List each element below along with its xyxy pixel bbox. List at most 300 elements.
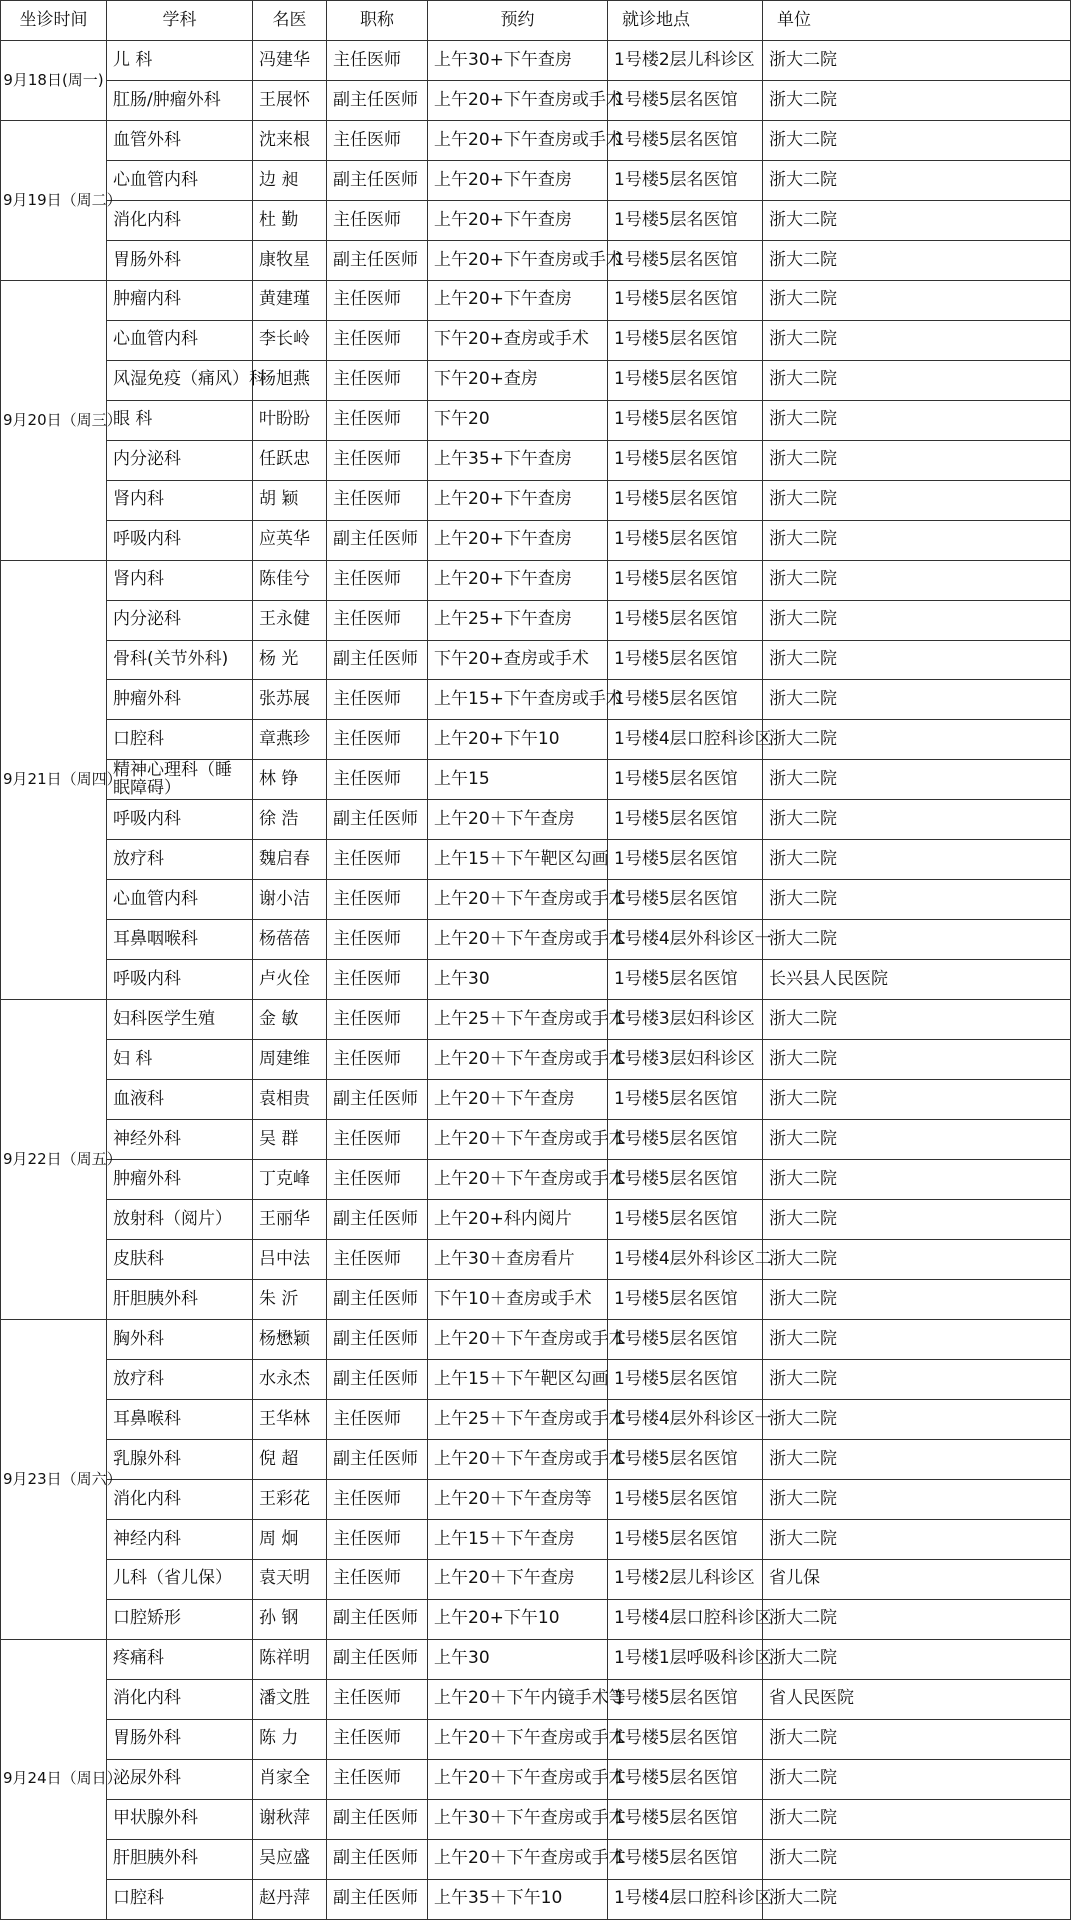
department-cell: 胃肠外科 bbox=[107, 1719, 253, 1759]
table-row bbox=[1, 800, 1071, 840]
department-cell: 妇 科 bbox=[107, 1040, 253, 1080]
table-row bbox=[1, 920, 1071, 960]
date-cell: 9月18日(周一) bbox=[1, 40, 107, 120]
title-cell: 主任医师 bbox=[327, 40, 428, 80]
department-cell: 口腔科 bbox=[107, 720, 253, 760]
unit-cell: 浙大二院 bbox=[763, 1839, 1071, 1879]
appointment-cell: 上午20＋下午查房或手术 bbox=[428, 920, 608, 960]
doctor-cell: 杜 勤 bbox=[253, 200, 327, 240]
title-cell: 副主任医师 bbox=[327, 1280, 428, 1320]
header-cell-doctor: 名医 bbox=[253, 1, 327, 41]
title-cell: 主任医师 bbox=[327, 400, 428, 440]
unit-cell: 浙大二院 bbox=[763, 680, 1071, 720]
title-cell: 主任医师 bbox=[327, 360, 428, 400]
appointment-cell: 下午20+查房 bbox=[428, 360, 608, 400]
location-cell: 1号楼3层妇科诊区 bbox=[608, 1000, 763, 1040]
appointment-cell: 上午20+下午查房 bbox=[428, 480, 608, 520]
appointment-cell: 上午25＋下午查房或手术 bbox=[428, 1000, 608, 1040]
table-row bbox=[1, 960, 1071, 1000]
location-cell: 1号楼5层名医馆 bbox=[608, 1439, 763, 1479]
doctor-cell: 王展怀 bbox=[253, 80, 327, 120]
department-cell: 心血管内科 bbox=[107, 880, 253, 920]
title-cell: 主任医师 bbox=[327, 1040, 428, 1080]
appointment-cell: 上午20＋下午查房或手术 bbox=[428, 1040, 608, 1080]
appointment-cell: 上午20+下午10 bbox=[428, 1599, 608, 1639]
header-cell-location: 就诊地点 bbox=[608, 1, 763, 41]
title-cell: 副主任医师 bbox=[327, 1839, 428, 1879]
title-cell: 主任医师 bbox=[327, 840, 428, 880]
location-cell: 1号楼5层名医馆 bbox=[608, 880, 763, 920]
table-row bbox=[1, 240, 1071, 280]
header-cell-title: 职称 bbox=[327, 1, 428, 41]
unit-cell: 浙大二院 bbox=[763, 160, 1071, 200]
title-cell: 副主任医师 bbox=[327, 1599, 428, 1639]
table-row bbox=[1, 1000, 1071, 1040]
department-cell: 肿瘤外科 bbox=[107, 1160, 253, 1200]
title-cell: 副主任医师 bbox=[327, 1319, 428, 1359]
location-cell: 1号楼5层名医馆 bbox=[608, 760, 763, 800]
table-row bbox=[1, 1519, 1071, 1559]
department-cell: 肝胆胰外科 bbox=[107, 1839, 253, 1879]
unit-cell: 浙大二院 bbox=[763, 1359, 1071, 1399]
department-cell: 儿科（省儿保） bbox=[107, 1559, 253, 1599]
appointment-cell: 上午25+下午查房 bbox=[428, 600, 608, 640]
unit-cell: 浙大二院 bbox=[763, 40, 1071, 80]
unit-cell: 浙大二院 bbox=[763, 1639, 1071, 1679]
header-cell-appointment: 预约 bbox=[428, 1, 608, 41]
title-cell: 主任医师 bbox=[327, 600, 428, 640]
appointment-cell: 上午20＋下午查房 bbox=[428, 1559, 608, 1599]
title-cell: 主任医师 bbox=[327, 320, 428, 360]
date-cell: 9月23日（周六） bbox=[1, 1319, 107, 1639]
title-cell: 副主任医师 bbox=[327, 1439, 428, 1479]
department-cell: 放疗科 bbox=[107, 1359, 253, 1399]
unit-cell: 浙大二院 bbox=[763, 1519, 1071, 1559]
title-cell: 副主任医师 bbox=[327, 160, 428, 200]
unit-cell: 浙大二院 bbox=[763, 760, 1071, 800]
doctor-cell: 王华林 bbox=[253, 1399, 327, 1439]
doctor-cell: 杨懋颖 bbox=[253, 1319, 327, 1359]
department-cell: 神经外科 bbox=[107, 1120, 253, 1160]
department-cell: 血管外科 bbox=[107, 120, 253, 160]
table-row bbox=[1, 880, 1071, 920]
doctor-cell: 冯建华 bbox=[253, 40, 327, 80]
title-cell: 副主任医师 bbox=[327, 800, 428, 840]
appointment-cell: 上午25＋下午查房或手术 bbox=[428, 1399, 608, 1439]
title-cell: 主任医师 bbox=[327, 1399, 428, 1439]
unit-cell: 浙大二院 bbox=[763, 480, 1071, 520]
appointment-cell: 上午20＋下午查房或手术 bbox=[428, 1120, 608, 1160]
table-row bbox=[1, 1040, 1071, 1080]
title-cell: 主任医师 bbox=[327, 880, 428, 920]
title-cell: 副主任医师 bbox=[327, 1639, 428, 1679]
appointment-cell: 上午20＋下午查房或手术 bbox=[428, 1839, 608, 1879]
doctor-cell: 肖家全 bbox=[253, 1759, 327, 1799]
appointment-cell: 上午20＋下午查房或手术 bbox=[428, 1719, 608, 1759]
location-cell: 1号楼5层名医馆 bbox=[608, 1719, 763, 1759]
department-cell: 肿瘤内科 bbox=[107, 280, 253, 320]
unit-cell: 浙大二院 bbox=[763, 1319, 1071, 1359]
appointment-cell: 下午20 bbox=[428, 400, 608, 440]
title-cell: 副主任医师 bbox=[327, 1799, 428, 1839]
table-row bbox=[1, 40, 1071, 80]
appointment-cell: 上午30+下午查房 bbox=[428, 40, 608, 80]
department-cell: 放射科（阅片） bbox=[107, 1200, 253, 1240]
location-cell: 1号楼5层名医馆 bbox=[608, 1519, 763, 1559]
doctor-cell: 章燕珍 bbox=[253, 720, 327, 760]
unit-cell: 浙大二院 bbox=[763, 920, 1071, 960]
doctor-cell: 朱 沂 bbox=[253, 1280, 327, 1320]
appointment-cell: 上午20+下午查房或手术 bbox=[428, 240, 608, 280]
department-cell: 儿 科 bbox=[107, 40, 253, 80]
doctor-cell: 周建维 bbox=[253, 1040, 327, 1080]
department-cell: 呼吸内科 bbox=[107, 520, 253, 560]
doctor-cell: 周 炯 bbox=[253, 1519, 327, 1559]
date-cell: 9月19日（周二） bbox=[1, 120, 107, 280]
title-cell: 主任医师 bbox=[327, 1240, 428, 1280]
location-cell: 1号楼5层名医馆 bbox=[608, 1200, 763, 1240]
department-cell: 口腔矫形 bbox=[107, 1599, 253, 1639]
location-cell: 1号楼4层外科诊区一 bbox=[608, 920, 763, 960]
department-cell: 眼 科 bbox=[107, 400, 253, 440]
location-cell: 1号楼5层名医馆 bbox=[608, 480, 763, 520]
header-cell-unit: 单位 bbox=[763, 1, 1071, 41]
title-cell: 副主任医师 bbox=[327, 640, 428, 680]
department-cell: 消化内科 bbox=[107, 1679, 253, 1719]
unit-cell: 浙大二院 bbox=[763, 1399, 1071, 1439]
unit-cell: 浙大二院 bbox=[763, 360, 1071, 400]
appointment-cell: 上午20＋下午查房 bbox=[428, 1080, 608, 1120]
unit-cell: 浙大二院 bbox=[763, 1160, 1071, 1200]
table-row bbox=[1, 1799, 1071, 1839]
doctor-cell: 孙 钢 bbox=[253, 1599, 327, 1639]
title-cell: 主任医师 bbox=[327, 760, 428, 800]
table-row bbox=[1, 1599, 1071, 1639]
doctor-cell: 沈来根 bbox=[253, 120, 327, 160]
appointment-cell: 上午20＋下午查房或手术 bbox=[428, 1319, 608, 1359]
table-row bbox=[1, 1439, 1071, 1479]
department-cell: 骨科(关节外科) bbox=[107, 640, 253, 680]
title-cell: 主任医师 bbox=[327, 480, 428, 520]
table-row bbox=[1, 760, 1071, 800]
location-cell: 1号楼5层名医馆 bbox=[608, 280, 763, 320]
department-cell: 皮肤科 bbox=[107, 1240, 253, 1280]
unit-cell: 浙大二院 bbox=[763, 1040, 1071, 1080]
location-cell: 1号楼5层名医馆 bbox=[608, 680, 763, 720]
doctor-cell: 杨蓓蓓 bbox=[253, 920, 327, 960]
title-cell: 副主任医师 bbox=[327, 1200, 428, 1240]
unit-cell: 浙大二院 bbox=[763, 1759, 1071, 1799]
title-cell: 副主任医师 bbox=[327, 520, 428, 560]
doctor-cell: 袁相贵 bbox=[253, 1080, 327, 1120]
department-cell: 胃肠外科 bbox=[107, 240, 253, 280]
doctor-cell: 陈佳兮 bbox=[253, 560, 327, 600]
appointment-cell: 上午20＋下午查房或手术 bbox=[428, 1160, 608, 1200]
location-cell: 1号楼4层口腔科诊区 bbox=[608, 720, 763, 760]
appointment-cell: 上午20＋下午内镜手术等 bbox=[428, 1679, 608, 1719]
table-row bbox=[1, 1160, 1071, 1200]
table-row bbox=[1, 520, 1071, 560]
unit-cell: 浙大二院 bbox=[763, 200, 1071, 240]
schedule-body bbox=[1, 40, 1071, 1919]
unit-cell: 浙大二院 bbox=[763, 440, 1071, 480]
doctor-cell: 徐 浩 bbox=[253, 800, 327, 840]
table-row bbox=[1, 560, 1071, 600]
department-cell: 血液科 bbox=[107, 1080, 253, 1120]
appointment-cell: 上午20+下午查房 bbox=[428, 160, 608, 200]
title-cell: 主任医师 bbox=[327, 1559, 428, 1599]
department-cell: 内分泌科 bbox=[107, 440, 253, 480]
title-cell: 副主任医师 bbox=[327, 80, 428, 120]
title-cell: 主任医师 bbox=[327, 920, 428, 960]
appointment-cell: 上午20+下午查房 bbox=[428, 560, 608, 600]
doctor-cell: 吴 群 bbox=[253, 1120, 327, 1160]
unit-cell: 浙大二院 bbox=[763, 120, 1071, 160]
table-row bbox=[1, 1559, 1071, 1599]
unit-cell: 浙大二院 bbox=[763, 1120, 1071, 1160]
department-cell: 风湿免疫（痛风）科 bbox=[107, 360, 253, 400]
title-cell: 主任医师 bbox=[327, 560, 428, 600]
location-cell: 1号楼5层名医馆 bbox=[608, 1479, 763, 1519]
doctor-cell: 王丽华 bbox=[253, 1200, 327, 1240]
location-cell: 1号楼5层名医馆 bbox=[608, 560, 763, 600]
doctor-cell: 陈 力 bbox=[253, 1719, 327, 1759]
appointment-cell: 上午20+下午查房 bbox=[428, 280, 608, 320]
appointment-cell: 上午35＋下午10 bbox=[428, 1879, 608, 1919]
unit-cell: 浙大二院 bbox=[763, 1719, 1071, 1759]
title-cell: 主任医师 bbox=[327, 280, 428, 320]
location-cell: 1号楼5层名医馆 bbox=[608, 1799, 763, 1839]
appointment-cell: 上午15＋下午靶区勾画 bbox=[428, 1359, 608, 1399]
unit-cell: 浙大二院 bbox=[763, 600, 1071, 640]
appointment-cell: 上午20＋下午查房或手术 bbox=[428, 1759, 608, 1799]
department-cell: 消化内科 bbox=[107, 1479, 253, 1519]
doctor-cell: 林 铮 bbox=[253, 760, 327, 800]
appointment-cell: 上午20+下午查房 bbox=[428, 200, 608, 240]
date-cell: 9月24日（周日） bbox=[1, 1639, 107, 1919]
unit-cell: 浙大二院 bbox=[763, 1439, 1071, 1479]
table-row bbox=[1, 480, 1071, 520]
appointment-cell: 上午30 bbox=[428, 960, 608, 1000]
location-cell: 1号楼5层名医馆 bbox=[608, 1759, 763, 1799]
appointment-cell: 上午35+下午查房 bbox=[428, 440, 608, 480]
date-cell: 9月22日（周五） bbox=[1, 1000, 107, 1320]
department-cell: 心血管内科 bbox=[107, 160, 253, 200]
table-row bbox=[1, 1200, 1071, 1240]
table-row bbox=[1, 1679, 1071, 1719]
table-row bbox=[1, 1639, 1071, 1679]
department-cell: 肛肠/肿瘤外科 bbox=[107, 80, 253, 120]
location-cell: 1号楼4层外科诊区一 bbox=[608, 1399, 763, 1439]
department-cell: 放疗科 bbox=[107, 840, 253, 880]
unit-cell: 浙大二院 bbox=[763, 240, 1071, 280]
location-cell: 1号楼5层名医馆 bbox=[608, 640, 763, 680]
appointment-cell: 上午15＋下午靶区勾画 bbox=[428, 840, 608, 880]
unit-cell: 浙大二院 bbox=[763, 280, 1071, 320]
location-cell: 1号楼5层名医馆 bbox=[608, 1280, 763, 1320]
unit-cell: 浙大二院 bbox=[763, 1240, 1071, 1280]
department-cell: 耳鼻咽喉科 bbox=[107, 920, 253, 960]
location-cell: 1号楼5层名医馆 bbox=[608, 240, 763, 280]
appointment-cell: 上午15＋下午查房 bbox=[428, 1519, 608, 1559]
table-row bbox=[1, 1080, 1071, 1120]
table-row bbox=[1, 720, 1071, 760]
table-row bbox=[1, 1399, 1071, 1439]
appointment-cell: 上午20+下午10 bbox=[428, 720, 608, 760]
title-cell: 主任医师 bbox=[327, 960, 428, 1000]
doctor-cell: 水永杰 bbox=[253, 1359, 327, 1399]
department-cell: 呼吸内科 bbox=[107, 960, 253, 1000]
doctor-cell: 王彩花 bbox=[253, 1479, 327, 1519]
unit-cell: 浙大二院 bbox=[763, 320, 1071, 360]
department-cell: 精神心理科（睡眠障碍） bbox=[107, 760, 253, 800]
location-cell: 1号楼4层口腔科诊区 bbox=[608, 1599, 763, 1639]
appointment-cell: 上午20＋下午查房或手术 bbox=[428, 880, 608, 920]
appointment-cell: 上午30 bbox=[428, 1639, 608, 1679]
doctor-cell: 胡 颖 bbox=[253, 480, 327, 520]
location-cell: 1号楼2层儿科诊区 bbox=[608, 40, 763, 80]
unit-cell: 浙大二院 bbox=[763, 520, 1071, 560]
appointment-cell: 下午20+查房或手术 bbox=[428, 320, 608, 360]
location-cell: 1号楼3层妇科诊区 bbox=[608, 1040, 763, 1080]
department-cell: 妇科医学生殖 bbox=[107, 1000, 253, 1040]
unit-cell: 浙大二院 bbox=[763, 400, 1071, 440]
location-cell: 1号楼5层名医馆 bbox=[608, 440, 763, 480]
doctor-cell: 黄建瑾 bbox=[253, 280, 327, 320]
doctor-cell: 袁天明 bbox=[253, 1559, 327, 1599]
table-row bbox=[1, 1120, 1071, 1160]
table-row bbox=[1, 280, 1071, 320]
unit-cell: 浙大二院 bbox=[763, 840, 1071, 880]
department-cell: 口腔科 bbox=[107, 1879, 253, 1919]
location-cell: 1号楼5层名医馆 bbox=[608, 520, 763, 560]
table-row bbox=[1, 80, 1071, 120]
location-cell: 1号楼5层名医馆 bbox=[608, 320, 763, 360]
unit-cell: 浙大二院 bbox=[763, 1080, 1071, 1120]
doctor-cell: 李长岭 bbox=[253, 320, 327, 360]
date-cell: 9月20日（周三） bbox=[1, 280, 107, 560]
doctor-cell: 潘文胜 bbox=[253, 1679, 327, 1719]
title-cell: 主任医师 bbox=[327, 1519, 428, 1559]
department-cell: 甲状腺外科 bbox=[107, 1799, 253, 1839]
table-row bbox=[1, 200, 1071, 240]
appointment-cell: 上午20＋下午查房等 bbox=[428, 1479, 608, 1519]
location-cell: 1号楼5层名医馆 bbox=[608, 400, 763, 440]
department-cell: 神经内科 bbox=[107, 1519, 253, 1559]
location-cell: 1号楼5层名医馆 bbox=[608, 1120, 763, 1160]
header-cell-department: 学科 bbox=[107, 1, 253, 41]
doctor-cell: 杨 光 bbox=[253, 640, 327, 680]
date-cell: 9月21日（周四） bbox=[1, 560, 107, 1000]
table-row bbox=[1, 1839, 1071, 1879]
table-row bbox=[1, 1719, 1071, 1759]
doctor-cell: 魏启春 bbox=[253, 840, 327, 880]
appointment-cell: 上午20+下午查房或手术 bbox=[428, 120, 608, 160]
title-cell: 主任医师 bbox=[327, 1479, 428, 1519]
department-cell: 胸外科 bbox=[107, 1319, 253, 1359]
department-cell: 肾内科 bbox=[107, 480, 253, 520]
table-row bbox=[1, 360, 1071, 400]
unit-cell: 浙大二院 bbox=[763, 1879, 1071, 1919]
location-cell: 1号楼5层名医馆 bbox=[608, 160, 763, 200]
appointment-cell: 上午15+下午查房或手术 bbox=[428, 680, 608, 720]
table-row bbox=[1, 840, 1071, 880]
appointment-cell: 上午20＋下午查房或手术 bbox=[428, 1439, 608, 1479]
location-cell: 1号楼5层名医馆 bbox=[608, 1319, 763, 1359]
table-row bbox=[1, 600, 1071, 640]
department-cell: 消化内科 bbox=[107, 200, 253, 240]
department-cell: 乳腺外科 bbox=[107, 1439, 253, 1479]
unit-cell: 浙大二院 bbox=[763, 1000, 1071, 1040]
appointment-cell: 上午15 bbox=[428, 760, 608, 800]
location-cell: 1号楼5层名医馆 bbox=[608, 960, 763, 1000]
location-cell: 1号楼5层名医馆 bbox=[608, 1160, 763, 1200]
unit-cell: 省人民医院 bbox=[763, 1679, 1071, 1719]
doctor-cell: 边 昶 bbox=[253, 160, 327, 200]
appointment-cell: 上午20+下午查房 bbox=[428, 520, 608, 560]
title-cell: 主任医师 bbox=[327, 440, 428, 480]
table-row bbox=[1, 640, 1071, 680]
location-cell: 1号楼5层名医馆 bbox=[608, 80, 763, 120]
unit-cell: 浙大二院 bbox=[763, 1799, 1071, 1839]
department-cell: 肿瘤外科 bbox=[107, 680, 253, 720]
unit-cell: 浙大二院 bbox=[763, 800, 1071, 840]
doctor-cell: 谢小洁 bbox=[253, 880, 327, 920]
location-cell: 1号楼5层名医馆 bbox=[608, 1359, 763, 1399]
appointment-cell: 上午30＋下午查房或手术 bbox=[428, 1799, 608, 1839]
location-cell: 1号楼2层儿科诊区 bbox=[608, 1559, 763, 1599]
unit-cell: 浙大二院 bbox=[763, 1280, 1071, 1320]
doctor-cell: 叶盼盼 bbox=[253, 400, 327, 440]
title-cell: 主任医师 bbox=[327, 1719, 428, 1759]
doctor-cell: 任跃忠 bbox=[253, 440, 327, 480]
table-row bbox=[1, 1479, 1071, 1519]
header-row bbox=[1, 1, 1071, 41]
department-cell: 内分泌科 bbox=[107, 600, 253, 640]
appointment-cell: 上午20＋下午查房 bbox=[428, 800, 608, 840]
title-cell: 主任医师 bbox=[327, 200, 428, 240]
location-cell: 1号楼1层呼吸科诊区 bbox=[608, 1639, 763, 1679]
location-cell: 1号楼5层名医馆 bbox=[608, 600, 763, 640]
table-row bbox=[1, 1280, 1071, 1320]
department-cell: 疼痛科 bbox=[107, 1639, 253, 1679]
title-cell: 主任医师 bbox=[327, 720, 428, 760]
unit-cell: 省儿保 bbox=[763, 1559, 1071, 1599]
department-cell: 泌尿外科 bbox=[107, 1759, 253, 1799]
title-cell: 主任医师 bbox=[327, 1160, 428, 1200]
unit-cell: 浙大二院 bbox=[763, 80, 1071, 120]
unit-cell: 浙大二院 bbox=[763, 560, 1071, 600]
doctor-cell: 金 敏 bbox=[253, 1000, 327, 1040]
department-cell: 呼吸内科 bbox=[107, 800, 253, 840]
title-cell: 主任医师 bbox=[327, 1679, 428, 1719]
title-cell: 主任医师 bbox=[327, 680, 428, 720]
title-cell: 副主任医师 bbox=[327, 1359, 428, 1399]
table-row bbox=[1, 1879, 1071, 1919]
title-cell: 副主任医师 bbox=[327, 1879, 428, 1919]
table-row bbox=[1, 400, 1071, 440]
doctor-cell: 张苏展 bbox=[253, 680, 327, 720]
doctor-cell: 丁克峰 bbox=[253, 1160, 327, 1200]
doctor-cell: 吕中法 bbox=[253, 1240, 327, 1280]
unit-cell: 浙大二院 bbox=[763, 1599, 1071, 1639]
location-cell: 1号楼5层名医馆 bbox=[608, 360, 763, 400]
title-cell: 主任医师 bbox=[327, 120, 428, 160]
doctor-cell: 倪 超 bbox=[253, 1439, 327, 1479]
unit-cell: 浙大二院 bbox=[763, 1200, 1071, 1240]
title-cell: 主任医师 bbox=[327, 1120, 428, 1160]
appointment-cell: 下午20+查房或手术 bbox=[428, 640, 608, 680]
